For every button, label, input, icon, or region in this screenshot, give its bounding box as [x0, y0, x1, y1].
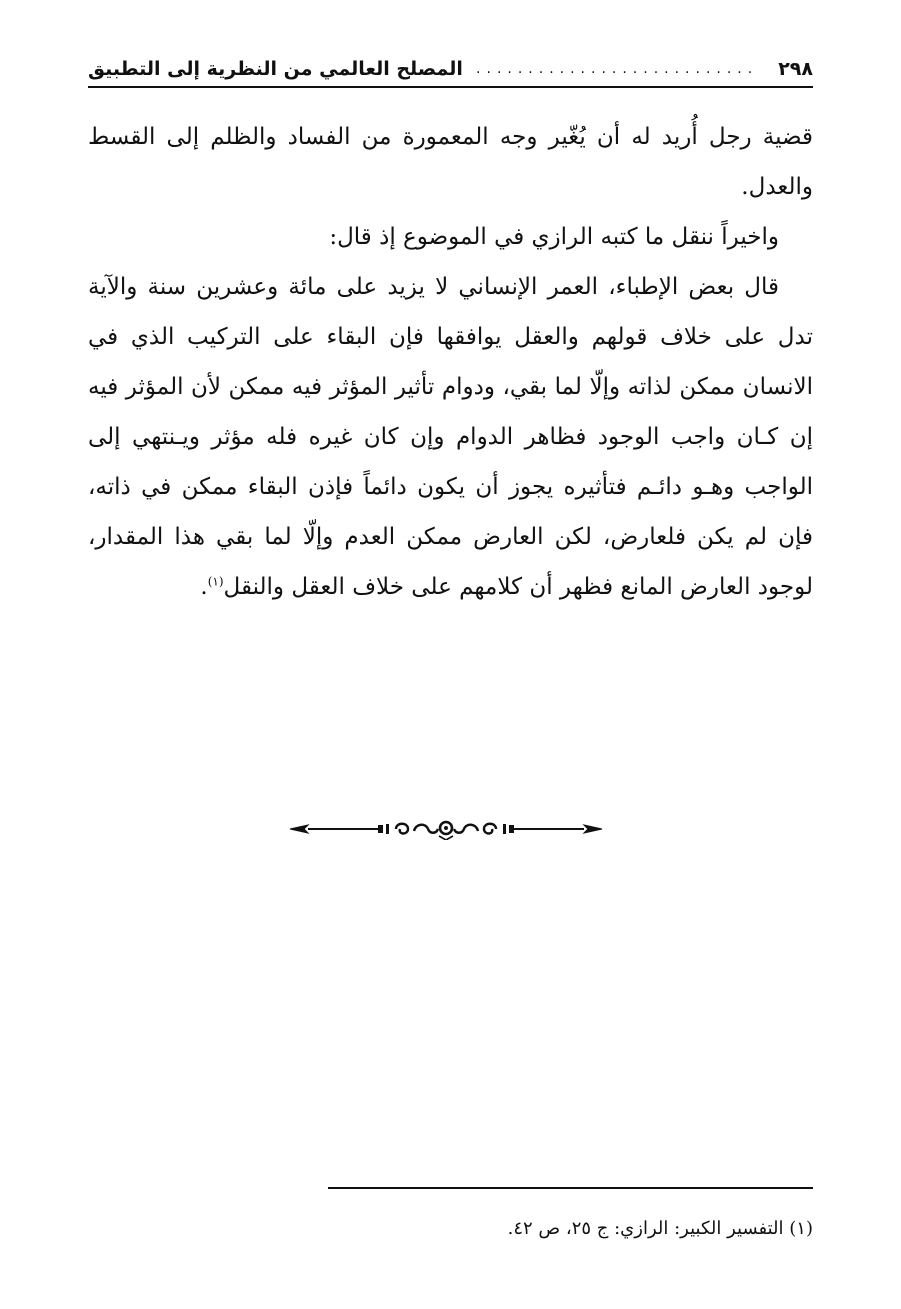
book-title: المصلح العالمي من النظرية إلى التطبيق: [88, 58, 463, 80]
footnote-marker: (١): [207, 574, 224, 589]
quote-end: .: [200, 574, 208, 600]
running-header: [88, 52, 813, 88]
footnote: (١) التفسير الكبير: الرازي: ج ٢٥، ص ٤٢.: [507, 1218, 813, 1239]
paragraph-2: واخيراً ننقل ما كتبه الرازي في الموضوع إذ قال:: [329, 224, 779, 250]
footnote-separator: [328, 1187, 813, 1189]
page-number: ٢٩٨: [778, 58, 813, 80]
paragraph-1: قضية رجل أُريد له أن يُغّير وجه المعمورة من الفساد والظلم إلى القسط والعدل.: [88, 124, 813, 200]
quote-text: قال بعض الإطباء، العمر الإنساني لا يزيد على مائة وعشرين سنة والآية تدل على خلاف قولهم والعقل يوافقها فإن البقاء على التركيب الذي في الانسان ممكن لذاته وإلّا لما بقي، ودوام تأثير المؤثر فيه ممكن لأن المؤثر فيه إن كـان واجب الوجود فظاهر الدوام وإن كان غيره فله مؤثر ويـنتهي إلى الواجب وهـو دائـم فتأثيره يجوز أن يكون دائماً فإذن البقاء ممكن في ذاته، فإن لم يكن فلعارض، لكن العارض ممكن العدم وإلّا لما بقي هذا المقدار، لوجود العارض المانع فظهر أن كلامهم على خلاف العقل والنقل: [88, 274, 813, 600]
quote-paragraph: [88, 262, 813, 612]
main-text: [88, 112, 813, 612]
section-divider-ornament: [286, 818, 606, 840]
header-leader-dots: ...........................: [476, 61, 759, 77]
